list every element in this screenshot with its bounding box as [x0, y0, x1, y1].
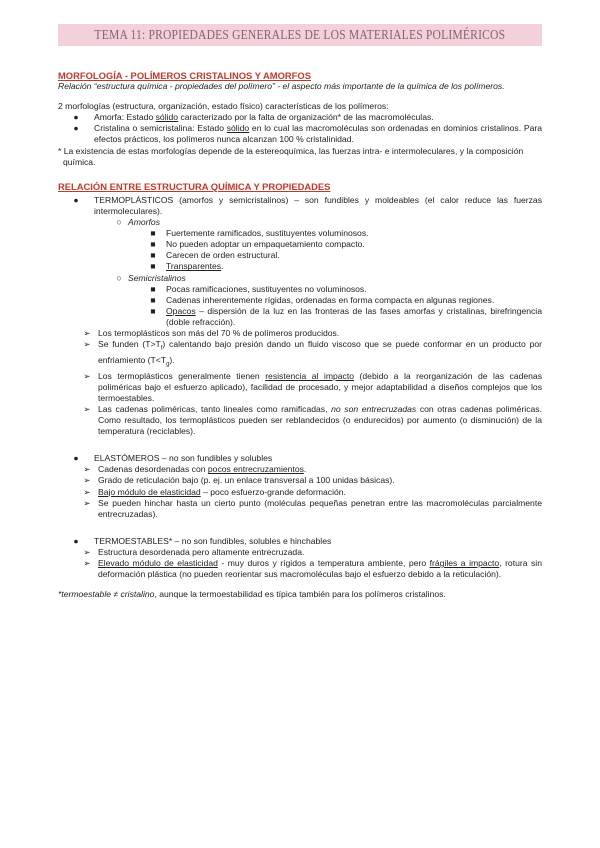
list-item: ➢ Bajo módulo de elasticidad – poco esfuerzo-grande deformación.: [58, 487, 542, 498]
list-item: ➢ Elevado módulo de elasticidad - muy duros y rígidos a temperatura ambiente, pero frágiles a impacto, rotura sin deformación plástica (no pueden reorientar sus macromoléculas bajo el esfuerzo debido a la reticulación).: [58, 558, 542, 580]
bullet-square: ■: [150, 283, 156, 294]
list-item: ■ Fuertemente ramificados, sustituyentes voluminosos.: [58, 228, 542, 239]
bullet-circle: ○: [116, 272, 122, 283]
list-item: ■ No pueden adoptar un empaquetamiento compacto.: [58, 239, 542, 250]
bullet-square: ■: [150, 239, 156, 250]
list-item: ■ Opacos – dispersión de la luz en las fronteras de las fases amorfas y cristalinas, birefringencia (doble refracción).: [58, 306, 542, 328]
arrow-bullet-icon: ➢: [83, 464, 91, 475]
list-item: ➢ Estructura desordenada pero altamente entrecruzada.: [58, 547, 542, 558]
footnote: *termoestable ≠ cristalino, aunque la termoestabilidad es típica también para los polímeros cristalinos.: [58, 589, 446, 600]
sublist-semicristalinos: ○ Semicristalinos: [58, 273, 542, 284]
section-subtitle: Relación “estructura química - propiedades del polímero” - el aspecto más importante de la química de los polímeros.: [58, 81, 505, 92]
list-item: ■ Carecen de orden estructural.: [58, 250, 542, 261]
bullet-circle: ○: [116, 217, 122, 228]
arrow-bullet-icon: ➢: [83, 327, 91, 338]
morfologia-note: * La existencia de estas morfologías depende de la estereoquímica, las fuerzas intra- e intermoleculares, y la composición química.: [58, 145, 524, 167]
list-item: ➢ Los termoplásticos generalmente tienen resistencia al impacto (debido a la reorganización de las cadenas poliméricas bajo el esfuerzo aplicado), facilidad de procesado, y mejor adaptabilidad a diseños complejos que los termoestables.: [58, 371, 542, 404]
arrow-bullet-icon: ➢: [83, 546, 91, 557]
bullet-dot: ●: [73, 123, 79, 134]
bullet-dot: ●: [73, 535, 79, 546]
section-heading-relacion: RELACIÓN ENTRE ESTRUCTURA QUÍMICA Y PROPIEDADES: [58, 180, 331, 192]
list-item-amorfa: ● Amorfa: Estado sólido caracterizado por la falta de organización* de las macromoléculas.: [58, 112, 542, 123]
list-item-cristalina: ● Cristalina o semicristalina: Estado sólido en lo cual las macromoléculas son ordenadas en dominios cristalinos. Para efectos prácticos, los polímeros nunca alcanzan 100 % cristalinidad.: [58, 123, 542, 145]
bullet-dot: ●: [73, 453, 79, 464]
morfologia-intro: 2 morfologías (estructura, organización, estado físico) características de los polímeros:: [58, 101, 389, 112]
arrow-bullet-icon: ➢: [83, 339, 91, 350]
list-item: ➢ Los termoplásticos son más del 70 % de polímeros producidos.: [58, 328, 542, 339]
bullet-square: ■: [150, 294, 156, 305]
arrow-bullet-icon: ➢: [83, 403, 91, 414]
list-item: ➢ Grado de reticulación bajo (p. ej. un enlace transversal a 100 unidas básicas).: [58, 475, 542, 486]
list-item-elastomeros: ● ELASTÓMEROS – no son fundibles y solubles: [58, 453, 542, 464]
list-item: ➢ Se funden $(T>T_f)$ calentando bajo presión dando un fluido viscoso que se puede conformar en un producto por enfriamiento $(T<T_g)$.: [58, 339, 542, 371]
bullet-dot: ●: [73, 194, 79, 205]
list-item: ■ Transparentes.: [58, 261, 542, 272]
arrow-bullet-icon: ➢: [83, 370, 91, 381]
list-item: ➢ Se pueden hinchar hasta un cierto punto (moléculas pequeñas penetran entre las macromoléculas parcialmente entrecruzadas).: [58, 498, 542, 520]
sublist-amorfos: ○ Amorfos: [58, 217, 542, 228]
arrow-bullet-icon: ➢: [83, 486, 91, 497]
list-item-termoplasticos: ● TERMOPLÁSTICOS (amorfos y semicristalinos) – son fundibles y moldeables (el calor reduce las fuerzas intermoleculares).: [58, 195, 542, 217]
list-item: ■ Cadenas inherentemente rígidas, ordenadas en forma compacta en algunas regiones.: [58, 295, 542, 306]
bullet-dot: ●: [73, 112, 79, 123]
bullet-square: ■: [150, 261, 156, 272]
list-item: ■ Pocas ramificaciones, sustituyentes no voluminosos.: [58, 284, 542, 295]
list-item: ➢ Cadenas desordenadas con pocos entrecruzamientos.: [58, 464, 542, 475]
bullet-square: ■: [150, 228, 156, 239]
bullet-square: ■: [150, 305, 156, 316]
document-body: [58, 70, 542, 600]
list-item-termoestables: ● TERMOESTABLES* – no son fundibles, solubles e hinchables: [58, 536, 542, 547]
section-heading-morfologia: MORFOLOGÍA - POLÍMEROS CRISTALINOS Y AMORFOS: [58, 70, 311, 81]
page-title: TEMA 11: PROPIEDADES GENERALES DE LOS MATERIALES POLIMÉRICOS: [94, 27, 506, 42]
arrow-bullet-icon: ➢: [83, 558, 91, 568]
arrow-bullet-icon: ➢: [83, 475, 91, 486]
arrow-bullet-icon: ➢: [83, 497, 91, 508]
list-item: ➢ Las cadenas poliméricas, tanto lineales como ramificadas, no son entrecruzadas con otras cadenas poliméricas. Como resultado, los termoplásticos pueden ser reblandecidos (o endurecidos) por aumento (o disminución) de la temperatura (reciclables).: [58, 404, 542, 437]
title-banner: [58, 24, 542, 46]
bullet-square: ■: [150, 250, 156, 261]
